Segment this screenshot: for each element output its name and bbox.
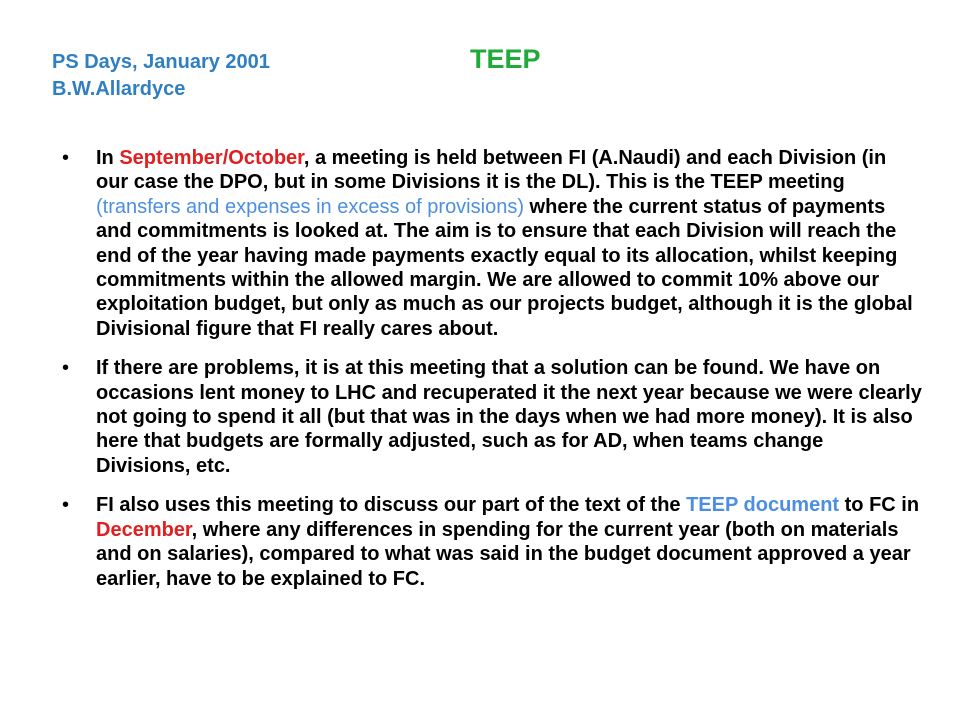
slide-title: TEEP [470,44,541,74]
bullet-dot-icon: • [62,147,70,169]
bullet-item-teep-meeting [62,146,922,341]
slide-body [62,146,922,591]
highlight-blue: (transfers and expenses in excess of provisions) [96,195,524,218]
highlight-blue: TEEP document [686,494,840,517]
bullet-text: FI also uses this meeting to discuss our part of the text of the TEEP document to FC in December, where any differences in spending for the current year (both on materials and on salaries), compared to what was said in the budget document approved a year earlier, have to be explained to FC. [96,494,920,590]
event-label: PS Days, January 2001 [52,51,270,73]
author-label: B.W.Allardyce [52,78,186,100]
highlight-red: December [96,518,192,541]
slide-header [52,49,270,103]
bullet-dot-icon: • [62,494,70,517]
highlight-red: September/October [119,147,304,169]
bullet-dot-icon: • [62,357,70,380]
bullet-item-teep-document [62,493,922,591]
bullet-item-problems [62,356,922,478]
bullet-text: In September/October, a meeting is held between FI (A.Naudi) and each Division (in our case the DPO, but in some Divisions it is the DL). This is the TEEP meeting (transfers and expenses in excess of provisions) where the current status of payments and commitments is looked at. The aim is to ensure that each Division will reach the end of the year having made payments exactly equal to its allocation, whilst keeping commitments within the allowed margin. We are allowed to commit 10% above our exploitation budget, but only as much as our projects budget, although it is the global Divisional figure that FI really cares about. [96,147,913,340]
bullet-list [62,146,922,591]
bullet-text: If there are problems, it is at this meeting that a solution can be found. We have on occasions lent money to LHC and recuperated it the next year because we were clearly not going to spend it all (but that was in the days when we had more money). It is also here that budgets are formally adjusted, such as for AD, when teams change Divisions, etc. [96,357,922,477]
